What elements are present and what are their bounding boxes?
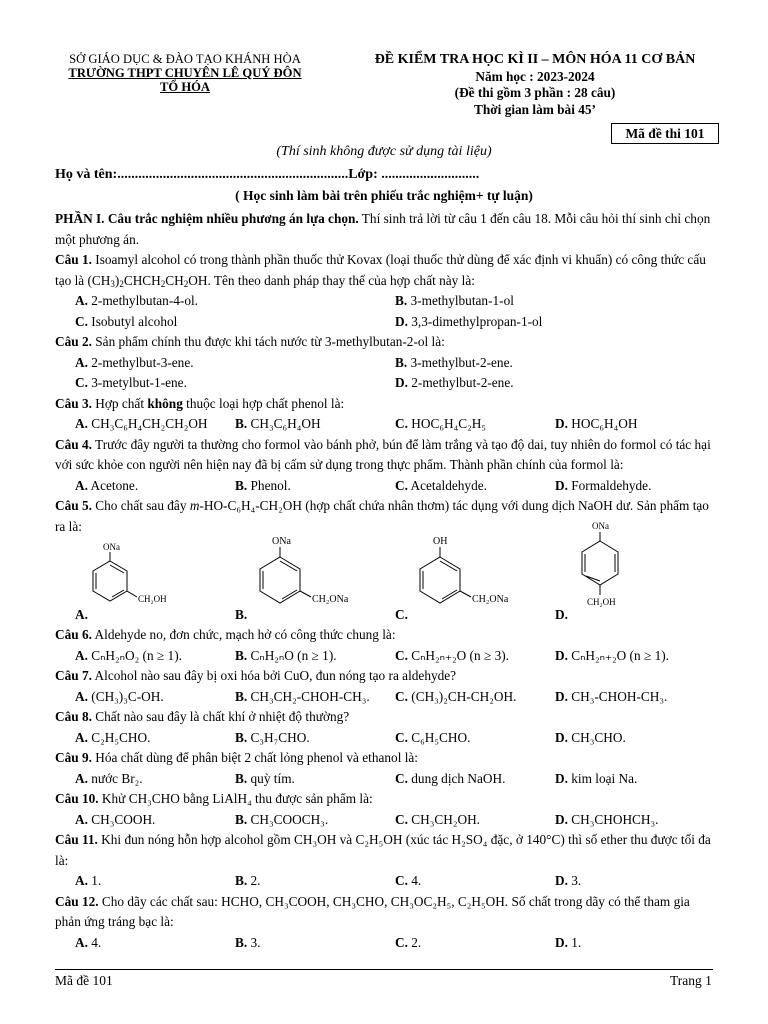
q12-options <box>55 933 715 954</box>
q4-option-d[interactable]: D. Formaldehyde. <box>555 477 652 493</box>
exam-parts: (Đề thi gồm 3 phần : 28 câu) <box>454 85 616 100</box>
q1-options-row1 <box>55 291 715 312</box>
q5b-side-group: CH₂ONa <box>312 594 349 605</box>
q6-option-d[interactable]: D. CₙH₂ₙ₊₂O (n ≥ 1). <box>555 647 669 663</box>
footer-divider <box>55 969 713 970</box>
q5a-side-group: CH₂OH <box>138 594 167 604</box>
q2-option-d[interactable]: D. 2-methylbut-2-ene. <box>395 375 514 390</box>
q9-option-a[interactable]: A. nước Br₂. <box>75 770 143 786</box>
q5-label-a: A. <box>75 606 88 622</box>
q5-option-d[interactable] <box>555 521 715 625</box>
benzene-structure-b <box>245 533 385 619</box>
department-name: SỞ GIÁO DỤC & ĐÀO TẠO KHÁNH HÒA <box>69 52 301 66</box>
q7-option-c[interactable]: C. (CH₃)₂CH-CH₂OH. <box>395 688 517 704</box>
name-class-row: Họ và tên:..................................................................Lớp: ............................ <box>55 167 480 182</box>
question-9: Câu 9. Hóa chất dùng để phân biệt 2 chất lỏng phenol và ethanol là: <box>55 750 418 765</box>
q8-option-b[interactable]: B. C₃H₇CHO. <box>235 729 310 745</box>
q5d-top-group: ONa <box>592 521 609 531</box>
q6-option-a[interactable]: A. CₙH₂ₙO₂ (n ≥ 1). <box>75 647 182 663</box>
exam-title: ĐỀ KIỂM TRA HỌC KÌ II – MÔN HÓA 11 CƠ BẢN <box>374 52 696 67</box>
question-4: Câu 4. Trước đây người ta thường cho formol vào bánh phở, bún để làm trắng và tạo độ dai, tuy nhiên do formol có tác hại với sức khỏe con người nên hiện nay đã bị cấm sử dụng trong thực phẩm. Thành phần chính của formol là: <box>55 436 711 472</box>
q5-option-c[interactable] <box>395 537 555 625</box>
q5a-top-group: ONa <box>103 542 120 552</box>
q10-options <box>55 810 715 831</box>
question-7: Câu 7. Alcohol nào sau đây bị oxi hóa bởi CuO, đun nóng tạo ra aldehyde? <box>55 668 457 683</box>
question-6: Câu 6. Aldehyde no, đơn chức, mạch hở có công thức chung là: <box>55 627 396 642</box>
exam-body <box>55 209 715 953</box>
q2-options-row1 <box>55 353 715 374</box>
school-year: Năm học : 2023-2024 <box>475 68 595 84</box>
q5-option-b[interactable] <box>235 537 395 625</box>
q1-option-d[interactable]: D. 3,3-dimethylpropan-1-ol <box>395 313 543 329</box>
group-name: TỔ HÓA <box>159 80 211 94</box>
question-5: Câu 5. Cho chất sau đây m-HO-C₆H₄-CH₂OH (hợp chất chứa nhân thơm) tác dụng với dung dịch NaOH dư. Sản phẩm tạo ra là: <box>55 498 709 534</box>
q5-label-c: C. <box>395 606 408 622</box>
q5c-top-group: OH <box>433 536 448 547</box>
q12-option-c[interactable]: C. 2. <box>395 934 422 950</box>
q7-option-b[interactable]: B. CH₃CH₂-CHOH-CH₃. <box>235 688 370 704</box>
footer-page-number: Trang 1 <box>670 973 712 988</box>
question-3: Câu 3. Hợp chất không thuộc loại hợp chất phenol là: <box>55 395 345 411</box>
q1-option-c[interactable]: C. Isobutyl alcohol <box>75 313 178 329</box>
q10-option-b[interactable]: B. CH₃COOCH₃. <box>235 811 329 827</box>
q12-option-b[interactable]: B. 3. <box>235 934 261 950</box>
q10-option-a[interactable]: A. CH₃COOH. <box>75 811 156 827</box>
q12-option-d[interactable]: D. 1. <box>555 934 582 950</box>
q3-option-b[interactable]: B. CH₃C₆H₄OH <box>235 416 321 431</box>
q4-option-b[interactable]: B. Phenol. <box>235 477 291 493</box>
q11-options <box>55 871 715 892</box>
question-12: Câu 12. Cho dãy các chất sau: HCHO, CH₃COOH, CH₃CHO, CH₃OC₂H₅, C₂H₅OH. Số chất trong dãy có thể tham gia phản ứng tráng bạc là: <box>55 893 690 929</box>
question-1: Câu 1. Isoamyl alcohol có trong thành phần thuốc thử Kovax (loại thuốc thử dùng để xác định vi khuẩn) có công thức cấu tạo là $(CH_3)_2CHCH_2CH_2OH$. Tên theo danh pháp thay thế của hợp chất này là: <box>55 252 706 289</box>
q5d-side-group: CH₂OH <box>587 597 616 607</box>
q2-option-b[interactable]: B. 3-methylbut-2-ene. <box>395 354 513 370</box>
q3-option-a[interactable]: A. CH₃C₆H₄CH₂CH₂OH <box>75 416 208 431</box>
q8-option-a[interactable]: A. C₂H₅CHO. <box>75 729 151 745</box>
question-8: Câu 8. Chất nào sau đây là chất khí ở nhiệt độ thường? <box>55 709 350 724</box>
q2-option-c[interactable]: C. 3-metylbut-1-ene. <box>75 375 187 390</box>
q11-option-d[interactable]: D. 3. <box>555 873 582 888</box>
school-header <box>50 52 320 94</box>
q9-option-d[interactable]: D. kim loại Na. <box>555 770 638 786</box>
q8-option-d[interactable]: D. CH₃CHO. <box>555 729 626 745</box>
q7-option-d[interactable]: D. CH₃-CHOH-CH₃. <box>555 688 668 704</box>
exam-header <box>340 52 730 118</box>
q7-option-a[interactable]: A. (CH₃)₃C-OH. <box>75 688 164 704</box>
question-10: Câu 10. Khử CH₃CHO bằng LiAlH₄ thu được sản phẩm là: <box>55 791 373 806</box>
exam-code-box: Mã đề thi 101 <box>611 123 719 144</box>
q7-options <box>55 687 715 708</box>
q2-option-a[interactable]: A. 2-methylbut-3-ene. <box>75 354 194 370</box>
question-11: Câu 11. Khi đun nóng hỗn hợp alcohol gồm CH₃OH và C₂H₅OH (xúc tác H₂SO₄ đặc, ở 140°C) thì số ether thu được tối đa là: <box>55 832 711 868</box>
q2-options-row2 <box>55 373 715 394</box>
q11-option-b[interactable]: B. 2. <box>235 873 261 888</box>
q6-option-c[interactable]: C. CₙH₂ₙ₊₂O (n ≥ 3). <box>395 647 509 663</box>
q11-option-c[interactable]: C. 4. <box>395 873 422 888</box>
q8-option-c[interactable]: C. C₆H₅CHO. <box>395 729 471 745</box>
benzene-structure-c <box>405 533 545 619</box>
q9-options <box>55 769 715 790</box>
q4-option-a[interactable]: A. Acetone. <box>75 477 139 493</box>
q1-options-row2 <box>55 312 715 333</box>
q3-option-c[interactable]: C. HOC₆H₄C₂H₅ <box>395 416 486 431</box>
q12-option-a[interactable]: A. 4. <box>75 934 102 950</box>
q9-option-c[interactable]: C. dung dịch NaOH. <box>395 770 506 786</box>
school-name: TRƯỜNG THPT CHUYÊN LÊ QUÝ ĐÔN <box>68 66 302 80</box>
question-2: Câu 2. Sản phẩm chính thu được khi tách nước từ 3-methylbutan-2-ol là: <box>55 334 445 349</box>
benzene-structure-a <box>75 539 205 619</box>
q5-option-a[interactable] <box>55 537 235 625</box>
benzene-structure-d <box>565 519 685 619</box>
q10-option-d[interactable]: D. CH₃CHOHCH₃. <box>555 811 659 827</box>
q5-label-b: B. <box>235 606 248 622</box>
q3-options <box>55 414 715 435</box>
no-materials-note: (Thí sinh không được sử dụng tài liệu) <box>276 144 492 159</box>
q11-option-a[interactable]: A. 1. <box>75 873 102 888</box>
q6-option-b[interactable]: B. CₙH₂ₙO (n ≥ 1). <box>235 647 337 663</box>
q3-option-d[interactable]: D. HOC₆H₄OH <box>555 416 638 431</box>
q8-options <box>55 728 715 749</box>
q4-options <box>55 476 715 497</box>
q5c-side-group: CH₂ONa <box>472 594 509 605</box>
q6-options <box>55 646 715 667</box>
q4-option-c[interactable]: C. Acetaldehyde. <box>395 477 487 493</box>
answer-instruction: ( Học sinh làm bài trên phiếu trắc nghiệm+ tự luận) <box>235 188 533 203</box>
exam-time: Thời gian làm bài 45’ <box>474 101 596 117</box>
q5b-top-group: ONa <box>272 536 291 547</box>
part1-heading: PHẦN I. Câu trắc nghiệm nhiều phương án lựa chọn. Thí sinh trả lời từ câu 1 đến câu 18. Mỗi câu hỏi thí sinh chỉ chọn một phương án. <box>55 211 711 247</box>
q9-option-b[interactable]: B. quỳ tím. <box>235 770 295 786</box>
q1-option-b[interactable]: B. 3-methylbutan-1-ol <box>395 293 514 308</box>
q5-label-d: D. <box>555 606 568 622</box>
q10-option-c[interactable]: C. CH₃CH₂OH. <box>395 811 481 827</box>
q5-structures <box>55 521 715 625</box>
q1-option-a[interactable]: A. 2-methylbutan-4-ol. <box>75 293 198 308</box>
footer-exam-code: Mã đề 101 <box>55 973 113 988</box>
